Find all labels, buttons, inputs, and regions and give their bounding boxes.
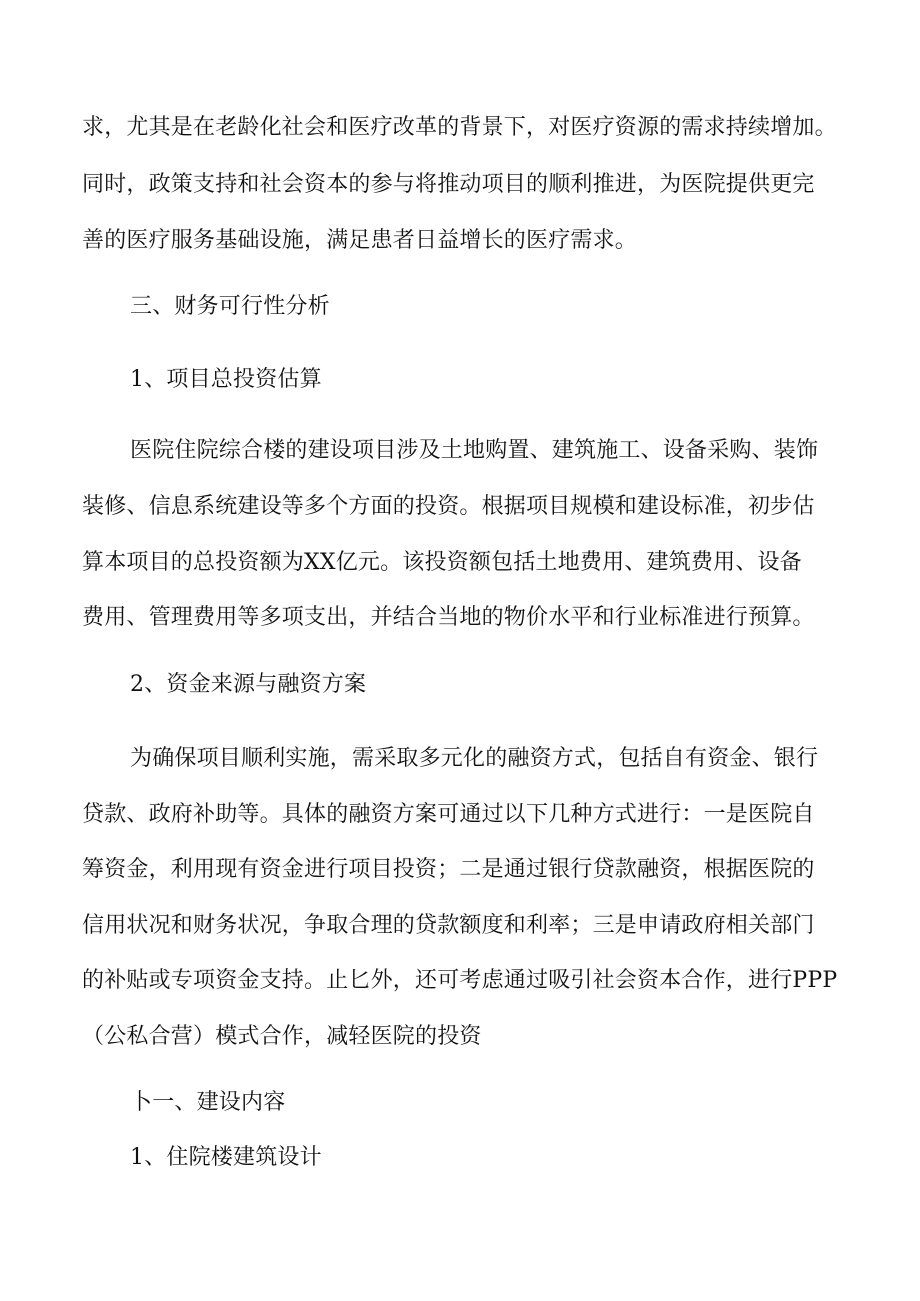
investment-line-1: 医院住院综合楼的建设项目涉及土地购置、建筑施工、设备采购、装饰 [130, 438, 819, 463]
intro-line-1: 求，尤其是在老龄化社会和医疗改革的背景下，对医疗资源的需求持续增加。 [82, 115, 837, 140]
financing-line-5: 的补贴或专项资金支持。止匕外，还可考虑通过吸引社会资本合作，进行PPP [82, 968, 838, 993]
financing-line-6: （公私合营）模式合作，减轻医院的投资 [82, 1024, 482, 1049]
investment-line-2: 装修、信息系统建设等多个方面的投资。根据项目规模和建设标准，初步估 [82, 494, 815, 519]
subsection-heading-investment: 1、项目总投资估算 [130, 367, 322, 392]
financing-line-3: 筹资金，利用现有资金进行项目投资；二是通过银行贷款融资，根据医院的 [82, 857, 815, 882]
intro-line-2: 同时，政策支持和社会资本的参与将推动项目的顺利推进，为医院提供更完 [82, 172, 815, 197]
financing-line-4: 信用状况和财务状况，争取合理的贷款额度和利率；三是申请政府相关部门 [82, 913, 815, 938]
intro-line-3: 善的医疗服务基础设施，满足患者日益增长的医疗需求。 [82, 228, 638, 253]
subsection-heading-financing: 2、资金来源与融资方案 [130, 672, 367, 697]
section-heading-construction: 卜一、建设内容 [130, 1090, 286, 1115]
investment-line-4: 费用、管理费用等多项支出，并结合当地的物价水平和行业标准进行预算。 [82, 605, 815, 630]
financing-line-2: 贷款、政府补助等。具体的融资方案可通过以下几种方式进行：一是医院自 [82, 802, 815, 827]
investment-line-3: 算本项目的总投资额为XX亿元。该投资额包括土地费用、建筑费用、设备 [82, 550, 802, 575]
subsection-heading-building-design: 1、住院楼建筑设计 [130, 1145, 322, 1170]
section-heading-financial: 三、财务可行性分析 [130, 294, 330, 319]
financing-line-1: 为确保项目顺利实施，需采取多元化的融资方式，包括自有资金、银行 [130, 746, 819, 771]
